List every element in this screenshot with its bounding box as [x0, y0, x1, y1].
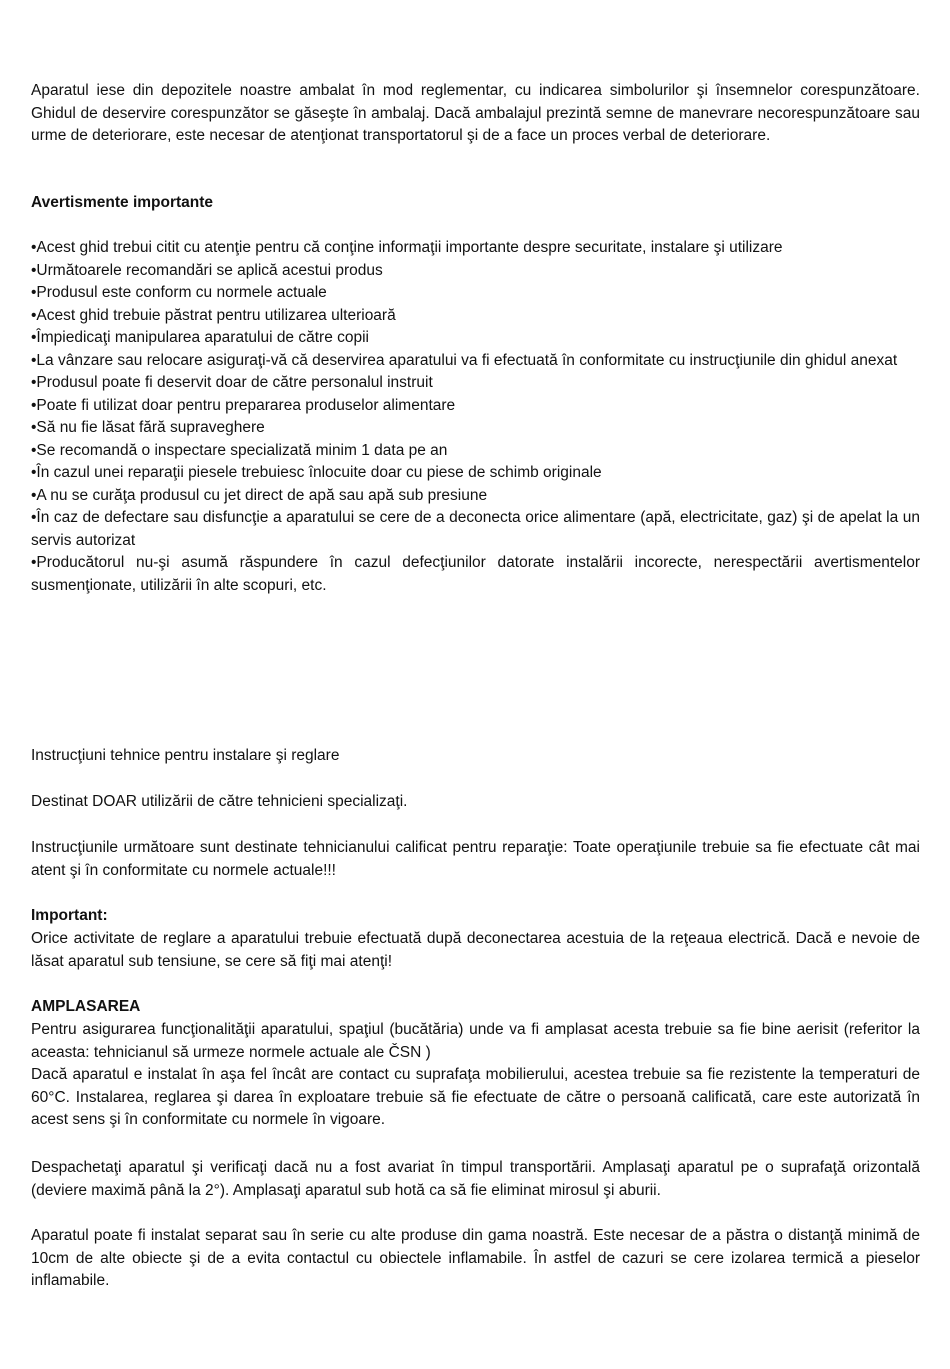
important-text: Orice activitate de reglare a aparatului trebuie efectuată după deconectarea acestuia de la reţeaua electrică. Dacă e nevoie de lăsat aparatul sub tensiune, se cere să fiţi mai atenţi!: [31, 930, 920, 970]
list-item: •Produsul poate fi deservit doar de către personalul instruit: [31, 374, 433, 391]
important-label: Important:: [31, 907, 108, 924]
list-item: •Acest ghid trebuie păstrat pentru utilizarea ulterioară: [31, 306, 396, 324]
list-item: •A nu se curăţa produsul cu jet direct de apă sau apă sub presiune: [31, 486, 488, 504]
list-item: •Producătorul nu-şi asumă răspundere în cazul defecţiunilor datorate instalării incorecte, nerespectării avertismentelor susmenţionate, utilizării în alte scopuri, etc.: [31, 554, 920, 594]
list-item: •Următoarele recomandări se aplică acestui produs: [31, 261, 383, 279]
placement-paragraph-1: Pentru asigurarea funcţionalităţii aparatului, spaţiul (bucătăria) unde va fi amplasat acesta trebuie sa fie bine aerisit (referitor la aceasta: tehnicianul să urmeze normele actuale ale ČSN ): [31, 1021, 920, 1061]
list-item: •În caz de defectare sau disfuncţie a aparatului se cere de a deconecta orice alimentare (apă, electricitate, gaz) şi de apelat la un servis autorizat: [31, 509, 920, 549]
list-item: •Acest ghid trebui citit cu atenţie pentru că conţine informaţii importante despre securitate, instalare şi utilizare: [31, 239, 783, 256]
technical-intro: Instrucţiunile următoare sunt destinate tehnicianului calificat pentru reparaţie: Toate operaţiunile trebuie sa fie efectuate cât mai atent şi în conformitate cu normele actuale!!!: [31, 839, 920, 879]
list-item: •Împiedicaţi manipularea aparatului de către copii: [31, 329, 370, 346]
placement-paragraph-3: Despachetaţi aparatul şi verificaţi dacă nu a fost avariat în timpul transportării. Amplasaţi aparatul pe o suprafaţă orizontală (deviere maximă până la 2°). Amplasaţi aparatul sub hotă ca să fie eliminat mirosul şi aburii.: [31, 1159, 920, 1199]
technical-title: Instrucţiuni tehnice pentru instalare şi reglare: [31, 747, 340, 764]
placement-paragraph-2: Dacă aparatul e instalat în aşa fel încât are contact cu suprafaţa mobilierului, acestea trebuie sa fie rezistente la temperaturi de 60°C. Instalarea, reglarea şi darea în exploatare trebuie să fie efectuate de către o persoană calificată, care este autorizată în acest sens şi în conformitate cu normele în vigoare.: [31, 1066, 920, 1128]
technical-only-for: Destinat DOAR utilizării de către tehnicieni specializaţi.: [31, 793, 408, 810]
placement-heading: AMPLASAREA: [31, 998, 141, 1015]
warnings-heading: Avertismente importante: [31, 194, 214, 211]
list-item: •În cazul unei reparaţii piesele trebuiesc înlocuite doar cu piese de schimb originale: [31, 464, 602, 481]
list-item: •Produsul este conform cu normele actuale: [31, 284, 327, 301]
list-item: •Poate fi utilizat doar pentru prepararea produselor alimentare: [31, 396, 456, 414]
placement-paragraph-4: Aparatul poate fi instalat separat sau în serie cu alte produse din gama noastră. Este necesar de a păstra o distanţă minimă de 10cm de alte obiecte şi de a evita contactul cu obiectele inflamabile. În astfel de cazuri se cere izolarea termică a pieselor inflamabile.: [31, 1227, 920, 1289]
list-item: •Să nu fie lăsat fără supraveghere: [31, 419, 265, 436]
warnings-list: [31, 237, 920, 597]
list-item: •La vânzare sau relocare asiguraţi-vă că deservirea aparatului va fi efectuată în conformitate cu instrucţiunile din ghidul anexat: [31, 351, 898, 369]
list-item: •Se recomandă o inspectare specializată minim 1 data pe an: [31, 441, 448, 459]
intro-paragraph: Aparatul iese din depozitele noastre ambalat în mod reglementar, cu indicarea simbolurilor şi însemnelor corespunzătoare. Ghidul de deservire corespunzător se găseşte în ambalaj. Dacă ambalajul prezintă semne de manevrare necorespunzătoare sau urme de deteriorare, este necesar de atenţionat transportatorul şi de a face un proces verbal de deteriorare.: [31, 82, 920, 144]
